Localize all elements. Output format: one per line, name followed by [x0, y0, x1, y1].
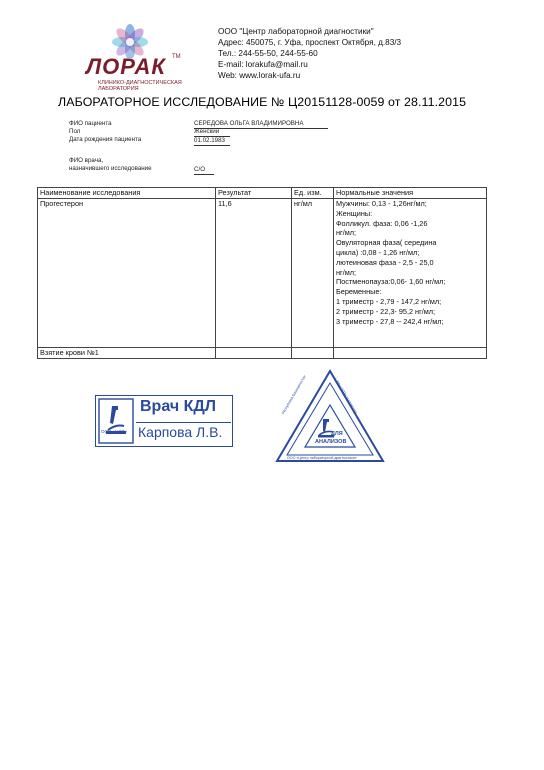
doctor-stamp-org: ООО «ЦЛД» — [101, 429, 128, 434]
triangle-seal-icon — [275, 369, 385, 465]
lab-triangle-stamp — [275, 369, 385, 465]
company-email: E-mail: lorakufa@mail.ru — [218, 60, 308, 69]
norm-line: цикла) :0,08 - 1,26 нг/мл; — [336, 247, 420, 257]
doctor-stamp — [95, 395, 233, 447]
logo-subtitle: КЛИНИКО-ДИАГНОСТИЧЕСКАЯ ЛАБОРАТОРИЯ — [98, 80, 182, 92]
company-web: Web: www.lorak-ufa.ru — [218, 71, 301, 80]
table-footer-row — [38, 348, 487, 359]
document-title: ЛАБОРАТОРНОЕ ИССЛЕДОВАНИЕ № Ц20151128-0059 от 28.11.2015 — [58, 95, 467, 109]
norm-line: Постменопауза:0,06- 1,60 нг/мл; — [336, 277, 446, 287]
doctor-stamp-name: Карпова Л.В. — [138, 424, 223, 440]
company-logo — [86, 24, 196, 94]
logo-wordmark: ЛОРАК — [86, 54, 166, 79]
doctor-label-2: назначившего исследование — [69, 165, 152, 172]
table-row — [38, 199, 487, 348]
patient-dob-value: 01.02.1983 — [194, 136, 230, 146]
doctor-label-1: ФИО врача, — [69, 157, 104, 164]
triangle-stamp-left: Республика Башкортостан — [281, 374, 307, 415]
norm-line: Женщины: — [336, 208, 373, 218]
header-test-name: Наименование исследования — [38, 188, 216, 199]
patient-name-value: СЕРЕДОВА ОЛЬГА ВЛАДИМИРОВНА — [194, 120, 328, 129]
result-cell: 11,6 — [216, 199, 292, 348]
company-name: ООО "Центр лабораторной диагностики" — [218, 27, 374, 36]
doctor-stamp-title: Врач КДЛ — [140, 398, 216, 415]
norm-line: Беременные: — [336, 287, 382, 297]
norm-line: 2 триместр - 22,3- 95,2 нг/мл; — [336, 306, 436, 316]
doctor-value: С/О — [194, 166, 214, 175]
logo-trademark: TM — [172, 54, 181, 60]
patient-dob-label: Дата рождения пациента — [69, 136, 142, 143]
norm-line: нг/мл; — [336, 267, 357, 277]
footer-empty-cell — [216, 348, 292, 359]
header-result: Результат — [216, 188, 292, 199]
norm-line: 3 триместр - 27,8 -- 242,4 нг/мл; — [336, 316, 444, 326]
header-norms: Нормальные значения — [334, 188, 487, 199]
footer-empty-cell — [292, 348, 334, 359]
company-info — [218, 26, 401, 81]
table-header-row — [38, 188, 487, 199]
results-table — [37, 187, 487, 359]
patient-sex-value: Женский — [194, 128, 220, 135]
footer-empty-cell — [334, 348, 487, 359]
header-unit: Ед. изм. — [292, 188, 334, 199]
footer-blood-draw: Взятие крови №1 — [38, 348, 216, 359]
flower-logo-icon — [86, 24, 196, 58]
unit-cell: нг/мл — [292, 199, 334, 348]
triangle-stamp-text-2: АНАЛИЗОВ — [315, 439, 347, 445]
microscope-icon — [98, 398, 134, 444]
norm-line: Овуляторная фаза( середина — [336, 238, 437, 248]
norm-line: 1 триместр - 2,79 - 147,2 нг/мл; — [336, 296, 442, 306]
norms-cell — [334, 199, 487, 348]
norm-line: нг/мл; — [336, 228, 357, 238]
patient-name-label: ФИО пациента — [69, 120, 112, 127]
test-name-cell: Прогестерон — [38, 199, 216, 348]
triangle-stamp-right: г. Уфа ОГРН 1110280046 — [333, 377, 358, 415]
norm-line: Мужчины: 0,13 - 1,26нг/мл; — [336, 199, 427, 208]
norm-line: лютеиновая фаза - 2,5 - 25,0 — [336, 257, 434, 267]
triangle-stamp-text-1: ДЛЯ — [331, 431, 343, 437]
company-phone: Тел.: 244-55-50, 244-55-60 — [218, 49, 318, 58]
triangle-stamp-bottom: ООО «Центр лабораторной диагностики» — [287, 456, 357, 460]
patient-sex-label: Пол — [69, 128, 81, 135]
company-address: Адрес: 450075, г. Уфа, проспект Октября, д.83/3 — [218, 38, 402, 47]
norm-line: Фолликул. фаза: 0,06 -1,26 — [336, 218, 428, 228]
